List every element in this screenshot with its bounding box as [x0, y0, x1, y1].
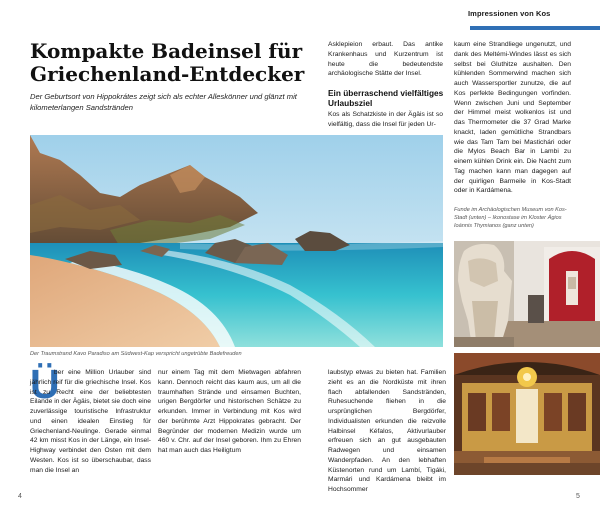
section-label: Impressionen von Kos: [468, 9, 551, 18]
body-column-3-continued: Kos als Schatzkiste in der Ägäis ist so vielfältig, dass die Insel für jeden Ur-: [328, 111, 443, 128]
church-iconostasis-photo: [454, 353, 600, 475]
museum-statue-photo: [454, 241, 600, 347]
article-title: Kompakte Badeinsel für Griechenland-Entdecker: [30, 39, 305, 86]
body-column-2: nur einem Tag mit dem Mietwagen abfahren kann. Dennoch reicht das kaum aus, um all die traumhaften Strände und einsamen Buchten, urigen Bergdörfer und historischen Schätze zu erkunden. Immer in Verbindung mit Kos wird der berühmte Arzt Hippokrates gebracht. Der Begründer der modernen Medizin wurde um 460 v. Chr. auf der Insel geboren. Ihm zu Ehren hat man auch das Heiligtum: [158, 369, 301, 454]
header-accent-rule: [470, 26, 600, 30]
body-column-1: ber eine Million Urlauber sind jährlich reif für die griechische Insel. Kos ist zu Recht eine der beliebtesten Eilande in der Ägäis, bietet sie doch eine zuverlässige touristische Infrastruktur und einen idealen Einstieg für Griechenland-Neulinge. Gerade einmal 42 km misst Kos in der Länge, ein Insel-Highway verbindet den Osten mit dem Westen. Kos ist so überschaubar, dass man die Insel an: [30, 369, 151, 474]
body-column-4: kaum eine Strandliege ungenutzt, und dank des Meltémi-Windes lässt es sich selbst bei Gluthitze aushalten. Den kühlenden Sommerwind machen sich auch Wassersportler zunutze, die auf Kos perfekte Bedingungen vorfinden. Wenn zwischen Juni und September der Himmel meist wolkenlos ist und das Thermometer die 37 Grad Marke knackt, laden gemütliche Strandbars wie das Tam Tam bei Mastichári oder die Mylos Beach Bar in Lambi zu einem kühlen Drink ein. Die Nacht zum Tag machen kann man dagegen auf der quirligen Barmeile in Kos-Stadt oder in Kardámena.: [454, 41, 571, 195]
museum-church-caption: Funde im Archäologischen Museum von Kos-Stadt (unten) – Ikonostase im Kloster Ágios Ioánnis Thymianos (ganz unten): [454, 207, 567, 229]
dropcap-letter: Ü: [30, 361, 60, 407]
page-number-left: 4: [18, 493, 22, 500]
beach-cliffs-photo: [30, 135, 443, 347]
body-column-3-top: Asklepieion erbaut. Das antike Krankenhaus und Kurzentrum ist heute die bedeutendste archäologische Stätte der Insel.: [328, 41, 443, 78]
main-photo-caption: Der Traumstrand Kavo Paradiso am Südwest-Kap verspricht ungetrübte Badefreuden: [30, 351, 242, 357]
section-subheading: Ein überraschend vielfältiges Urlaubsziel: [328, 88, 444, 108]
article-lead: Der Geburtsort von Hippokrátes zeigt sich als echter Alleskönner und glänzt mit kilometerlangen Sandstränden: [30, 92, 297, 112]
body-column-3-bottom: laubstyp etwas zu bieten hat. Familien zieht es an die Nordküste mit ihren flach abfallenden Sandstränden, Ruhesuchende fliehen in die ursprünglichen Bergdörfer, Individualisten erkunden die reizvolle Halbinsel Kéfalos, Aktivurlauber erfreuen sich an gut ausgebauten Radwegen und einsamen Wanderpfaden. An den lebhaften Küstenorten rund um Lambí, Tigáki, Marmári und Kardámena bleibt im Hochsommer: [328, 369, 446, 493]
page-number-right: 5: [576, 493, 580, 500]
